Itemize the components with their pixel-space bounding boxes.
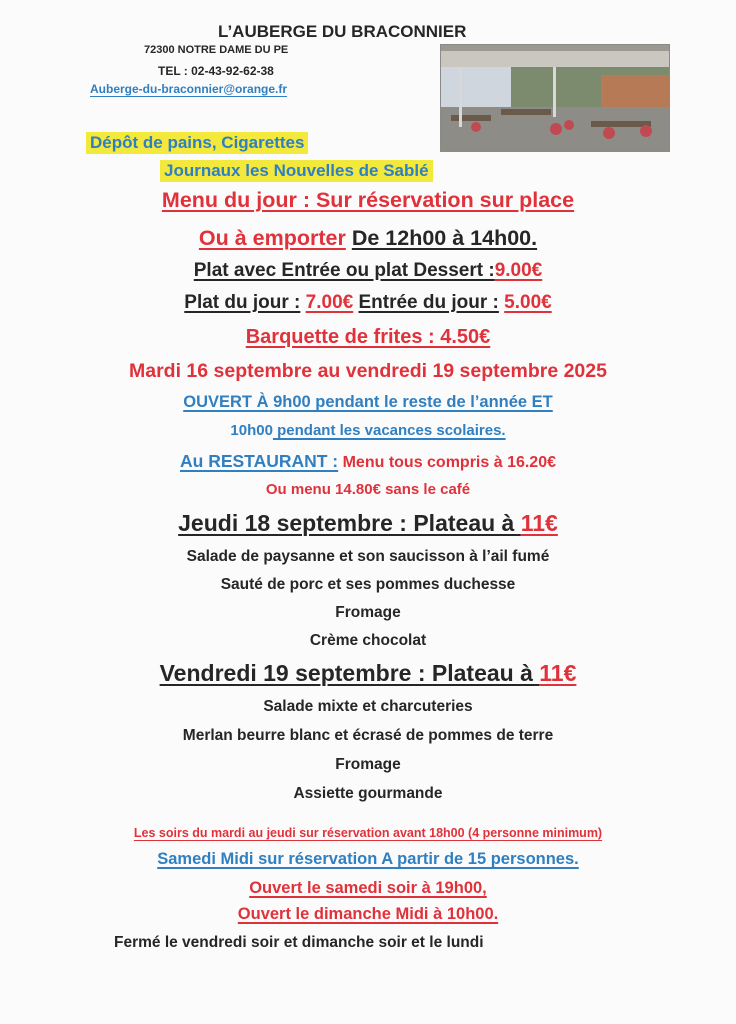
jeudi-item-4: Crème chocolat bbox=[309, 632, 427, 649]
opening-line-1: OUVERT À 9h00 pendant le reste de l’année ET bbox=[183, 393, 553, 411]
vendredi-item-4: Assiette gourmande bbox=[293, 785, 443, 802]
plat-entree-prices: Plat du jour : 7.00€ Entrée du jour : 5.00€ bbox=[184, 292, 552, 313]
frites-price: Barquette de frites : 4.50€ bbox=[245, 326, 491, 348]
samedi-soir: Ouvert le samedi soir à 19h00, bbox=[249, 879, 487, 897]
vendredi-item-3: Fromage bbox=[335, 756, 401, 773]
restaurant-menu-line: Au RESTAURANT : Menu tous compris à 16.20€ bbox=[180, 451, 556, 471]
vendredi-title: Vendredi 19 septembre : Plateau à 11€ bbox=[159, 660, 577, 686]
email-link[interactable]: Auberge-du-braconnier@orange.fr bbox=[90, 82, 288, 96]
soirs-reservation: Les soirs du mardi au jeudi sur réservation avant 18h00 (4 personne minimum) bbox=[133, 826, 603, 840]
jeudi-item-1: Salade de paysanne et son saucisson à l’ail fumé bbox=[186, 548, 550, 565]
jeudi-title: Jeudi 18 septembre : Plateau à 11€ bbox=[178, 510, 558, 536]
period-line: Mardi 16 septembre au vendredi 19 septembre 2025 bbox=[129, 360, 607, 382]
vendredi-item-2: Merlan beurre blanc et écrasé de pommes de terre bbox=[182, 727, 554, 744]
opening-line-2: 10h00 pendant les vacances scolaires. bbox=[230, 422, 506, 439]
takeaway-hours: Ou à emporter De 12h00 à 14h00. bbox=[198, 226, 538, 250]
jeudi-item-3: Fromage bbox=[335, 604, 401, 621]
ferme-line: Fermé le vendredi soir et dimanche soir et le lundi bbox=[114, 934, 484, 951]
vendredi-item-1: Salade mixte et charcuteries bbox=[263, 698, 473, 715]
restaurant-title: L’AUBERGE DU BRACONNIER bbox=[218, 22, 467, 41]
samedi-midi: Samedi Midi sur réservation A partir de 15 personnes. bbox=[157, 850, 579, 868]
alt-menu-line: Ou menu 14.80€ sans le café bbox=[265, 481, 471, 498]
jeudi-item-2: Sauté de porc et ses pommes duchesse bbox=[220, 576, 516, 593]
menu-du-jour-title: Menu du jour : Sur réservation sur place bbox=[161, 188, 575, 212]
services-line-2: Journaux les Nouvelles de Sablé bbox=[160, 160, 433, 182]
terrace-photo bbox=[440, 44, 670, 152]
services-line-1: Dépôt de pains, Cigarettes bbox=[86, 132, 308, 154]
formula-price-line: Plat avec Entrée ou plat Dessert :9.00€ bbox=[193, 260, 543, 281]
phone: TEL : 02-43-92-62-38 bbox=[158, 64, 274, 78]
address: 72300 NOTRE DAME DU PE bbox=[144, 44, 289, 56]
dimanche-midi: Ouvert le dimanche Midi à 10h00. bbox=[237, 905, 499, 923]
